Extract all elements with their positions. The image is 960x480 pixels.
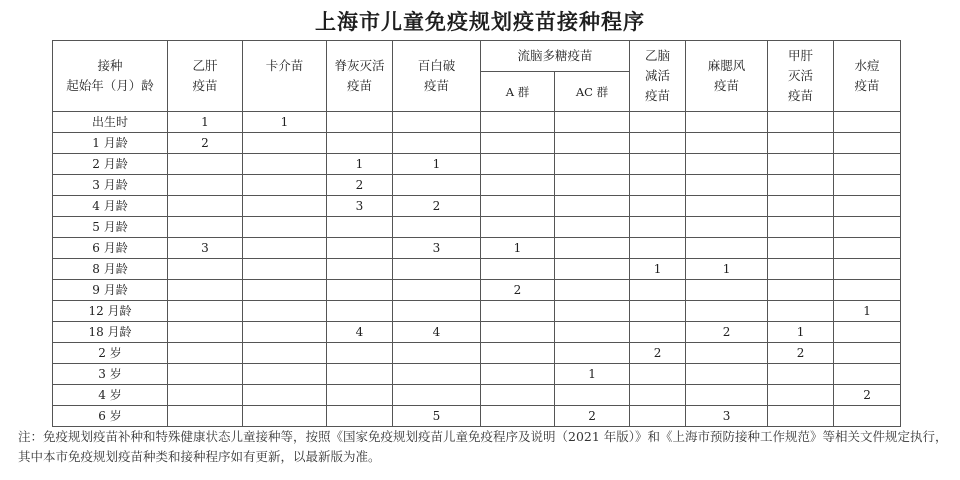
dose-cell (168, 280, 243, 301)
dose-cell (630, 238, 686, 259)
dose-cell (243, 217, 327, 238)
header-corner (53, 41, 168, 112)
dose-cell: 1 (168, 112, 243, 133)
dose-cell: 1 (686, 259, 768, 280)
header-polio (327, 41, 393, 112)
dose-cell (243, 154, 327, 175)
dose-cell: 2 (327, 175, 393, 196)
dose-cell (834, 343, 901, 364)
dose-cell (686, 385, 768, 406)
dose-cell (834, 322, 901, 343)
age-cell: 18 月龄 (53, 322, 168, 343)
dose-cell (168, 301, 243, 322)
header-je-line-2: 减活 (645, 68, 671, 83)
dose-cell: 2 (768, 343, 834, 364)
dose-cell (243, 133, 327, 154)
dose-cell (686, 112, 768, 133)
header-dtp-line-1: 百白破 (417, 58, 456, 73)
age-cell: 出生时 (53, 112, 168, 133)
dose-cell: 3 (327, 196, 393, 217)
dose-cell (555, 259, 630, 280)
schedule-body (53, 112, 901, 427)
dose-cell: 2 (630, 343, 686, 364)
table-row (53, 196, 901, 217)
header-hepb-line-1: 乙肝 (192, 58, 218, 73)
age-cell: 6 岁 (53, 406, 168, 427)
dose-cell (393, 385, 481, 406)
header-hepa-line-2: 灭活 (788, 68, 814, 83)
dose-cell (168, 175, 243, 196)
dose-cell (168, 406, 243, 427)
table-row (53, 238, 901, 259)
dose-cell (481, 259, 555, 280)
header-corner-line-1: 接种 (97, 58, 123, 73)
dose-cell (686, 175, 768, 196)
dose-cell (393, 364, 481, 385)
dose-cell (768, 112, 834, 133)
table-row (53, 343, 901, 364)
dose-cell: 1 (393, 154, 481, 175)
dose-cell: 1 (768, 322, 834, 343)
table-row (53, 175, 901, 196)
dose-cell (243, 196, 327, 217)
footnote: 注：免疫规划疫苗补种和特殊健康状态儿童接种等，按照《国家免疫规划疫苗儿童免疫程序及说明（2021 年版）》和《上海市预防接种工作规范》等相关文件规定执行，其中本市免疫规划疫苗种类和接种程序如有更新，以最新版为准。 (18, 429, 948, 464)
dose-cell (686, 280, 768, 301)
dose-cell: 2 (393, 196, 481, 217)
dose-cell (243, 280, 327, 301)
dose-cell (393, 259, 481, 280)
age-cell: 8 月龄 (53, 259, 168, 280)
dose-cell (481, 385, 555, 406)
dose-cell (481, 364, 555, 385)
table-row (53, 364, 901, 385)
dose-cell (686, 196, 768, 217)
dose-cell (834, 133, 901, 154)
table-row (53, 301, 901, 322)
header-bcg (243, 41, 327, 112)
dose-cell (555, 133, 630, 154)
dose-cell (768, 385, 834, 406)
header-polio-line-1: 脊灰灭活 (334, 58, 385, 73)
dose-cell (555, 322, 630, 343)
age-cell: 3 岁 (53, 364, 168, 385)
dose-cell (393, 112, 481, 133)
dose-cell (327, 133, 393, 154)
dose-cell: 4 (327, 322, 393, 343)
dose-cell (393, 217, 481, 238)
dose-cell (243, 175, 327, 196)
dose-cell (630, 217, 686, 238)
header-dtp (393, 41, 481, 112)
header-mmr (686, 41, 768, 112)
dose-cell (768, 301, 834, 322)
dose-cell (630, 406, 686, 427)
dose-cell (630, 280, 686, 301)
dose-cell (768, 133, 834, 154)
dose-cell (243, 364, 327, 385)
dose-cell: 2 (834, 385, 901, 406)
dose-cell: 4 (393, 322, 481, 343)
dose-cell (327, 406, 393, 427)
header-hepb (168, 41, 243, 112)
age-cell: 3 月龄 (53, 175, 168, 196)
dose-cell (168, 343, 243, 364)
dose-cell (393, 301, 481, 322)
dose-cell (327, 238, 393, 259)
header-dtp-line-2: 疫苗 (423, 78, 449, 93)
dose-cell (686, 364, 768, 385)
dose-cell (168, 217, 243, 238)
age-cell: 6 月龄 (53, 238, 168, 259)
table-row (53, 259, 901, 280)
dose-cell: 1 (243, 112, 327, 133)
header-hepa (768, 41, 834, 112)
dose-cell: 1 (555, 364, 630, 385)
age-cell: 5 月龄 (53, 217, 168, 238)
table-row (53, 112, 901, 133)
dose-cell (555, 196, 630, 217)
dose-cell (834, 112, 901, 133)
dose-cell: 2 (555, 406, 630, 427)
dose-cell (327, 385, 393, 406)
dose-cell: 1 (630, 259, 686, 280)
dose-cell (834, 259, 901, 280)
dose-cell (630, 175, 686, 196)
dose-cell (630, 322, 686, 343)
dose-cell (393, 175, 481, 196)
table-row (53, 406, 901, 427)
dose-cell (481, 301, 555, 322)
dose-cell (630, 364, 686, 385)
age-cell: 9 月龄 (53, 280, 168, 301)
dose-cell (168, 154, 243, 175)
table-row (53, 133, 901, 154)
dose-cell (555, 217, 630, 238)
dose-cell (834, 238, 901, 259)
age-cell: 1 月龄 (53, 133, 168, 154)
dose-cell (768, 175, 834, 196)
header-polio-line-2: 疫苗 (346, 78, 372, 93)
header-je-line-3: 疫苗 (645, 88, 671, 103)
dose-cell (243, 385, 327, 406)
dose-cell (768, 280, 834, 301)
dose-cell (768, 217, 834, 238)
dose-cell (481, 196, 555, 217)
dose-cell (555, 154, 630, 175)
header-mmr-line-2: 疫苗 (714, 78, 740, 93)
header-je (630, 41, 686, 112)
dose-cell (630, 154, 686, 175)
dose-cell (834, 175, 901, 196)
dose-cell: 2 (686, 322, 768, 343)
vaccination-schedule-table (52, 40, 901, 427)
dose-cell (834, 280, 901, 301)
dose-cell (834, 406, 901, 427)
dose-cell (630, 112, 686, 133)
dose-cell: 2 (168, 133, 243, 154)
dose-cell (327, 259, 393, 280)
dose-cell (834, 196, 901, 217)
dose-cell (481, 322, 555, 343)
dose-cell (686, 301, 768, 322)
dose-cell (630, 301, 686, 322)
dose-cell (834, 364, 901, 385)
dose-cell: 3 (393, 238, 481, 259)
header-mening-ac: AC 群 (555, 72, 630, 112)
dose-cell (168, 385, 243, 406)
dose-cell (686, 343, 768, 364)
dose-cell (481, 343, 555, 364)
dose-cell (686, 238, 768, 259)
dose-cell (327, 217, 393, 238)
dose-cell (768, 154, 834, 175)
dose-cell (834, 217, 901, 238)
dose-cell (168, 364, 243, 385)
header-corner-line-2: 起始年（月）龄 (66, 78, 154, 93)
header-bcg-line-1: 卡介苗 (265, 58, 304, 73)
header-row-top (53, 41, 901, 72)
dose-cell (686, 217, 768, 238)
dose-cell: 1 (834, 301, 901, 322)
dose-cell (555, 385, 630, 406)
age-cell: 4 月龄 (53, 196, 168, 217)
dose-cell (327, 343, 393, 364)
dose-cell: 1 (481, 238, 555, 259)
dose-cell: 3 (686, 406, 768, 427)
header-varicella-line-2: 疫苗 (854, 78, 880, 93)
header-hepb-line-2: 疫苗 (192, 78, 218, 93)
table-row (53, 280, 901, 301)
header-mmr-line-1: 麻腮风 (707, 58, 746, 73)
dose-cell (168, 322, 243, 343)
header-hepa-line-1: 甲肝 (788, 48, 814, 63)
table-row (53, 154, 901, 175)
dose-cell: 5 (393, 406, 481, 427)
dose-cell (630, 385, 686, 406)
dose-cell (481, 112, 555, 133)
header-hepa-line-3: 疫苗 (788, 88, 814, 103)
dose-cell (243, 238, 327, 259)
dose-cell (768, 259, 834, 280)
dose-cell: 3 (168, 238, 243, 259)
dose-cell (555, 301, 630, 322)
dose-cell (393, 133, 481, 154)
header-mening-a: A 群 (481, 72, 555, 112)
dose-cell (481, 217, 555, 238)
dose-cell (686, 154, 768, 175)
dose-cell (327, 280, 393, 301)
table-row (53, 217, 901, 238)
dose-cell (555, 112, 630, 133)
dose-cell (243, 301, 327, 322)
dose-cell (555, 175, 630, 196)
header-varicella-line-1: 水痘 (854, 58, 880, 73)
dose-cell (243, 406, 327, 427)
dose-cell (686, 133, 768, 154)
dose-cell (481, 175, 555, 196)
dose-cell (393, 280, 481, 301)
page-title: 上海市儿童免疫规划疫苗接种程序 (315, 10, 645, 34)
dose-cell (834, 154, 901, 175)
dose-cell (630, 133, 686, 154)
dose-cell (327, 364, 393, 385)
dose-cell: 2 (481, 280, 555, 301)
dose-cell (481, 133, 555, 154)
dose-cell (768, 238, 834, 259)
dose-cell (768, 364, 834, 385)
age-cell: 4 岁 (53, 385, 168, 406)
dose-cell (630, 196, 686, 217)
dose-cell (327, 112, 393, 133)
dose-cell (168, 259, 243, 280)
table-row (53, 322, 901, 343)
header-je-line-1: 乙脑 (645, 48, 671, 63)
age-cell: 2 岁 (53, 343, 168, 364)
dose-cell (555, 280, 630, 301)
dose-cell: 1 (327, 154, 393, 175)
dose-cell (555, 238, 630, 259)
age-cell: 2 月龄 (53, 154, 168, 175)
dose-cell (555, 343, 630, 364)
dose-cell (243, 343, 327, 364)
dose-cell (243, 259, 327, 280)
dose-cell (481, 154, 555, 175)
dose-cell (243, 322, 327, 343)
header-varicella (834, 41, 901, 112)
dose-cell (768, 196, 834, 217)
dose-cell (481, 406, 555, 427)
dose-cell (393, 343, 481, 364)
table-row (53, 385, 901, 406)
dose-cell (168, 196, 243, 217)
dose-cell (768, 406, 834, 427)
age-cell: 12 月龄 (53, 301, 168, 322)
dose-cell (327, 301, 393, 322)
header-mening-group: 流脑多糖疫苗 (481, 41, 630, 72)
